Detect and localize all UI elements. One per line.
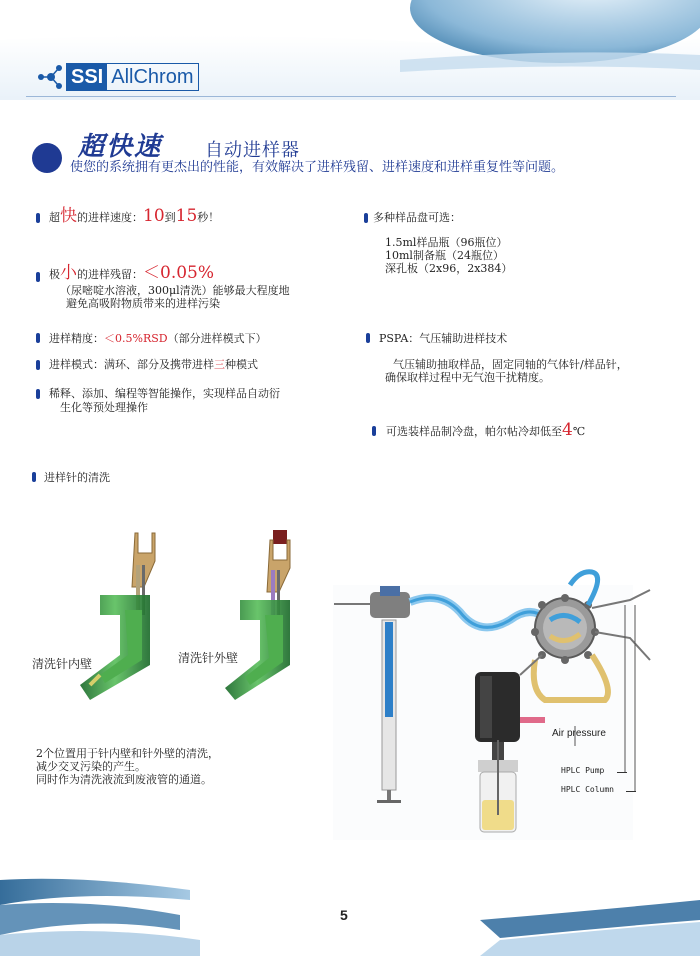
outer-wash-label: 清洗针外壁 [178,651,239,665]
title-bullet-circle [32,143,62,173]
title-script: 超快速 [78,132,163,162]
feature-pspa-line1: 气压辅助抽取样品，固定同轴的气体针/样品针， [393,358,628,371]
feature-cooling: 可选装样品制冷盘，帕尔帖冷却低至4℃ [386,420,586,440]
air-pressure-label: Air pressure [552,728,606,739]
needle-wash-desc-line: 减少交叉污染的产生。 [36,760,146,773]
molecule-icon [36,64,66,90]
outer-wash-illustration [225,530,335,705]
hplc-pump-label: HPLC Pump [561,766,605,775]
needle-wash-desc-line: 同时作为清洗液流到废液管的通道。 [36,773,212,786]
header-divider [26,96,676,97]
inner-wash-label: 清洗针内壁 [32,657,93,671]
logo-ssi-text: SSI [67,64,107,90]
inner-wash-illustration [80,525,180,705]
feature-carryover: 极小的进样残留：＜0.05% [49,263,215,283]
feature-pspa-line2: 确保取样过程中无气泡干扰精度。 [385,371,550,384]
column-leader-line [626,791,636,792]
pump-leader-line [617,772,627,773]
bullet-icon [372,426,376,436]
feature-precision: 进样精度：＜0.5%RSD（部分进样模式下） [49,332,267,345]
bullet-icon [36,213,40,223]
bullet-icon [36,333,40,343]
feature-smart-line1: 稀释、添加、编程等智能操作，实现样品自动衍 [49,387,280,400]
ssi-allchrom-logo [36,62,199,92]
logo-allchrom-text: AllChrom [111,66,194,88]
page-subtitle: 使您的系统拥有更杰出的性能，有效解决了进样残留、进样速度和进样重复性等问题。 [70,160,565,175]
tray-option: 1.5ml样品瓶（96瓶位） [385,236,508,249]
bullet-icon [32,472,36,482]
feature-carryover-line3: 避免高吸附物质带来的进样污染 [66,297,220,310]
feature-smart-line2: 生化等预处理操作 [60,401,148,414]
page-title: 自动进样器 [205,140,300,161]
bullet-icon [36,360,40,370]
feature-modes: 进样模式：满环、部分及携带进样三种模式 [49,358,258,371]
bullet-icon [36,389,40,399]
feature-trays-head: 多种样品盘可选： [373,211,461,224]
pspa-valve-diagram [330,560,685,850]
bullet-icon [366,333,370,343]
bullet-icon [36,272,40,282]
tray-option: 深孔板（2x96，2x384） [385,262,513,275]
feature-pspa-head: PSPA：气压辅助进样技术 [379,332,508,345]
needle-wash-desc-line: 2个位置用于针内壁和针外壁的清洗， [36,747,219,760]
page-number: 5 [340,907,348,923]
needle-wash-heading: 进样针的清洗 [44,471,110,484]
bullet-icon [364,213,368,223]
feature-speed: 超快的进样速度：10到15秒！ [49,206,220,226]
hplc-column-label: HPLC Column [561,785,614,794]
tray-option: 10ml制备瓶（24瓶位） [385,249,504,262]
feature-carryover-line2: （尿嘧啶水溶液，300μl清洗）能够最大程度地 [60,284,290,297]
bottom-water-banner [0,860,700,956]
